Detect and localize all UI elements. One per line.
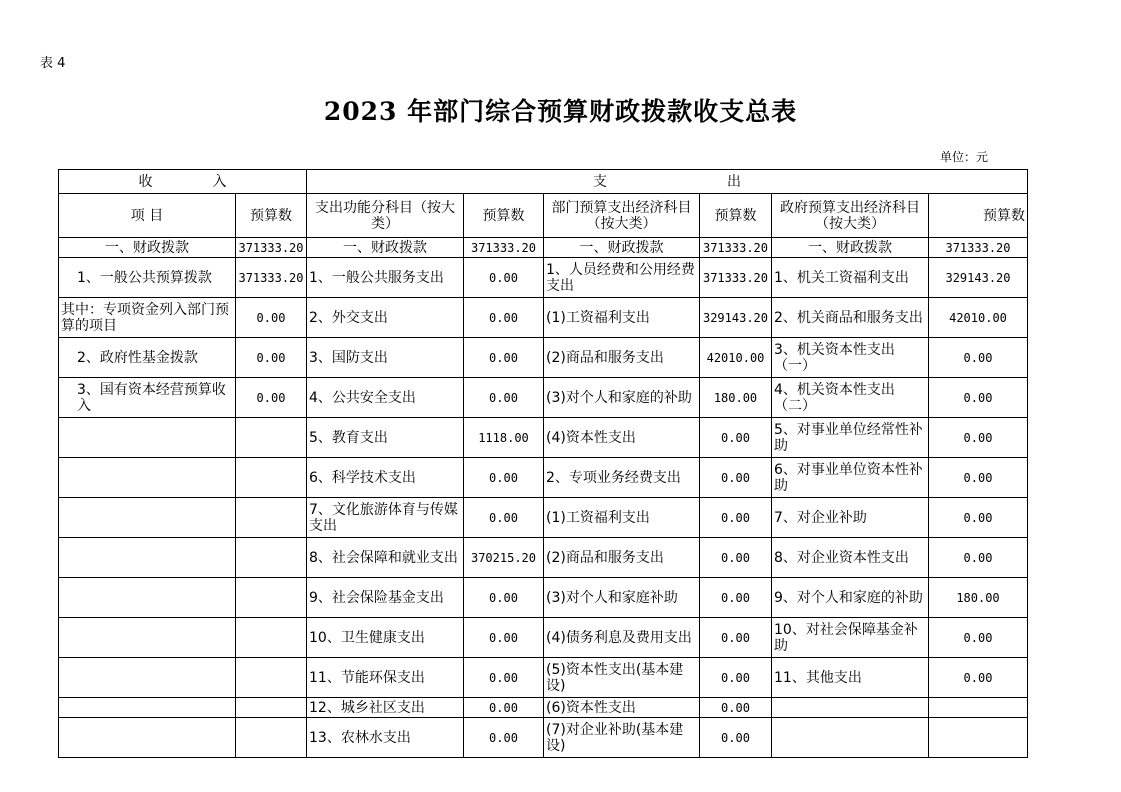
amount-cell: 0.00 — [929, 378, 1028, 418]
amount-cell: 0.00 — [700, 458, 772, 498]
amount-cell: 0.00 — [700, 658, 772, 698]
expense-section-header: 支 出 — [307, 170, 1028, 194]
table-row — [59, 338, 1028, 378]
dept-econ-subject-cell: 1、人员经费和公用经费支出 — [544, 258, 700, 298]
column-header-row — [59, 194, 1028, 238]
item-cell: 其中：专项资金列入部门预算的项目 — [59, 298, 236, 338]
gov-econ-subject-cell: 1、机关工资福利支出 — [772, 258, 929, 298]
table-row — [59, 458, 1028, 498]
table-row — [59, 618, 1028, 658]
amount-cell: 0.00 — [236, 298, 307, 338]
amount-cell: 180.00 — [700, 378, 772, 418]
amount-cell: 0.00 — [464, 698, 544, 718]
item-cell: 3、国有资本经营预算收入 — [59, 378, 236, 418]
table-row — [59, 538, 1028, 578]
function-subject-cell: 10、卫生健康支出 — [307, 618, 464, 658]
amount-cell — [236, 718, 307, 758]
budget-summary-table — [58, 169, 1028, 758]
amount-cell: 0.00 — [929, 338, 1028, 378]
item-cell — [59, 498, 236, 538]
amount-cell: 371333.20 — [700, 238, 772, 258]
col-header-gov-econ-subject: 政府预算支出经济科目（按大类） — [772, 194, 929, 238]
dept-econ-subject-cell: (1)工资福利支出 — [544, 498, 700, 538]
unit-label: 单位：元 — [940, 150, 989, 164]
table-row — [59, 578, 1028, 618]
function-subject-cell: 6、科学技术支出 — [307, 458, 464, 498]
table-number-label: 表 4 — [40, 56, 66, 71]
amount-cell: 329143.20 — [700, 298, 772, 338]
amount-cell: 0.00 — [929, 498, 1028, 538]
gov-econ-subject-cell: 4、机关资本性支出（二） — [772, 378, 929, 418]
gov-econ-subject-cell: 3、机关资本性支出（一） — [772, 338, 929, 378]
dept-econ-subject-cell: 2、专项业务经费支出 — [544, 458, 700, 498]
dept-econ-subject-cell: (6)资本性支出 — [544, 698, 700, 718]
table-row — [59, 658, 1028, 698]
amount-cell: 0.00 — [700, 618, 772, 658]
col-header-amount: 预算数 — [464, 194, 544, 238]
amount-cell — [929, 718, 1028, 758]
amount-cell: 0.00 — [464, 718, 544, 758]
item-cell — [59, 418, 236, 458]
amount-cell: 371333.20 — [236, 238, 307, 258]
gov-econ-subject-cell — [772, 698, 929, 718]
amount-cell: 371333.20 — [464, 238, 544, 258]
col-header-function-subject: 支出功能分科目（按大类） — [307, 194, 464, 238]
gov-econ-subject-cell: 9、对个人和家庭的补助 — [772, 578, 929, 618]
gov-econ-subject-cell: 11、其他支出 — [772, 658, 929, 698]
table-row — [59, 258, 1028, 298]
table-body — [59, 238, 1028, 758]
amount-cell: 371333.20 — [929, 238, 1028, 258]
item-cell — [59, 658, 236, 698]
item-cell — [59, 618, 236, 658]
amount-cell: 0.00 — [464, 338, 544, 378]
function-subject-cell: 8、社会保障和就业支出 — [307, 538, 464, 578]
dept-econ-subject-cell: (1)工资福利支出 — [544, 298, 700, 338]
amount-cell: 42010.00 — [929, 298, 1028, 338]
amount-cell: 0.00 — [464, 498, 544, 538]
col-header-item: 项 目 — [59, 194, 236, 238]
amount-cell: 371333.20 — [700, 258, 772, 298]
amount-cell — [236, 458, 307, 498]
gov-econ-subject-cell: 7、对企业补助 — [772, 498, 929, 538]
dept-econ-subject-cell: (3)对个人和家庭补助 — [544, 578, 700, 618]
gov-econ-subject-cell — [772, 718, 929, 758]
amount-cell: 0.00 — [700, 578, 772, 618]
gov-econ-subject-cell: 6、对事业单位资本性补助 — [772, 458, 929, 498]
amount-cell: 0.00 — [464, 618, 544, 658]
item-cell — [59, 718, 236, 758]
amount-cell — [236, 418, 307, 458]
amount-cell: 0.00 — [700, 418, 772, 458]
dept-econ-subject-cell: (5)资本性支出(基本建设) — [544, 658, 700, 698]
function-subject-cell: 11、节能环保支出 — [307, 658, 464, 698]
dept-econ-subject-cell: (7)对企业补助(基本建设) — [544, 718, 700, 758]
item-cell: 一、财政拨款 — [59, 238, 236, 258]
section-header-row — [59, 170, 1028, 194]
table-row — [59, 698, 1028, 718]
function-subject-cell: 12、城乡社区支出 — [307, 698, 464, 718]
gov-econ-subject-cell: 5、对事业单位经常性补助 — [772, 418, 929, 458]
amount-cell: 0.00 — [236, 378, 307, 418]
table-row — [59, 238, 1028, 258]
dept-econ-subject-cell: (2)商品和服务支出 — [544, 538, 700, 578]
table-row — [59, 718, 1028, 758]
amount-cell — [236, 498, 307, 538]
function-subject-cell: 1、一般公共服务支出 — [307, 258, 464, 298]
table-row — [59, 418, 1028, 458]
table-row — [59, 498, 1028, 538]
item-cell — [59, 698, 236, 718]
amount-cell — [236, 578, 307, 618]
amount-cell — [236, 658, 307, 698]
table-row — [59, 378, 1028, 418]
gov-econ-subject-cell: 8、对企业资本性支出 — [772, 538, 929, 578]
function-subject-cell: 7、文化旅游体育与传媒支出 — [307, 498, 464, 538]
function-subject-cell: 2、外交支出 — [307, 298, 464, 338]
col-header-amount: 预算数 — [700, 194, 772, 238]
amount-cell: 0.00 — [929, 458, 1028, 498]
function-subject-cell: 5、教育支出 — [307, 418, 464, 458]
amount-cell: 0.00 — [929, 658, 1028, 698]
amount-cell — [236, 538, 307, 578]
amount-cell: 0.00 — [236, 338, 307, 378]
gov-econ-subject-cell: 10、对社会保障基金补助 — [772, 618, 929, 658]
item-cell: 1、一般公共预算拨款 — [59, 258, 236, 298]
amount-cell: 0.00 — [464, 258, 544, 298]
gov-econ-subject-cell: 一、财政拨款 — [772, 238, 929, 258]
amount-cell: 0.00 — [700, 698, 772, 718]
amount-cell: 370215.20 — [464, 538, 544, 578]
dept-econ-subject-cell: (2)商品和服务支出 — [544, 338, 700, 378]
amount-cell: 0.00 — [464, 378, 544, 418]
dept-econ-subject-cell: 一、财政拨款 — [544, 238, 700, 258]
amount-cell: 0.00 — [929, 538, 1028, 578]
amount-cell — [236, 618, 307, 658]
amount-cell: 0.00 — [929, 418, 1028, 458]
function-subject-cell: 9、社会保险基金支出 — [307, 578, 464, 618]
amount-cell: 1118.00 — [464, 418, 544, 458]
amount-cell: 0.00 — [700, 498, 772, 538]
function-subject-cell: 4、公共安全支出 — [307, 378, 464, 418]
gov-econ-subject-cell: 2、机关商品和服务支出 — [772, 298, 929, 338]
amount-cell — [236, 698, 307, 718]
function-subject-cell: 一、财政拨款 — [307, 238, 464, 258]
col-header-amount: 预算数 — [929, 194, 1028, 238]
amount-cell: 0.00 — [464, 658, 544, 698]
income-section-header: 收 入 — [59, 170, 307, 194]
dept-econ-subject-cell: (4)资本性支出 — [544, 418, 700, 458]
amount-cell: 0.00 — [464, 578, 544, 618]
amount-cell: 371333.20 — [236, 258, 307, 298]
item-cell — [59, 458, 236, 498]
table-row — [59, 298, 1028, 338]
amount-cell: 180.00 — [929, 578, 1028, 618]
page-title: 2023 年部门综合预算财政拨款收支总表 — [323, 97, 798, 126]
amount-cell: 329143.20 — [929, 258, 1028, 298]
dept-econ-subject-cell: (4)债务利息及费用支出 — [544, 618, 700, 658]
amount-cell: 0.00 — [700, 538, 772, 578]
item-cell: 2、政府性基金拨款 — [59, 338, 236, 378]
amount-cell: 0.00 — [929, 618, 1028, 658]
dept-econ-subject-cell: (3)对个人和家庭的补助 — [544, 378, 700, 418]
amount-cell: 0.00 — [464, 458, 544, 498]
amount-cell: 0.00 — [464, 298, 544, 338]
item-cell — [59, 538, 236, 578]
amount-cell: 0.00 — [700, 718, 772, 758]
function-subject-cell: 13、农林水支出 — [307, 718, 464, 758]
col-header-dept-econ-subject: 部门预算支出经济科目（按大类） — [544, 194, 700, 238]
amount-cell: 42010.00 — [700, 338, 772, 378]
function-subject-cell: 3、国防支出 — [307, 338, 464, 378]
item-cell — [59, 578, 236, 618]
col-header-amount: 预算数 — [236, 194, 307, 238]
amount-cell — [929, 698, 1028, 718]
